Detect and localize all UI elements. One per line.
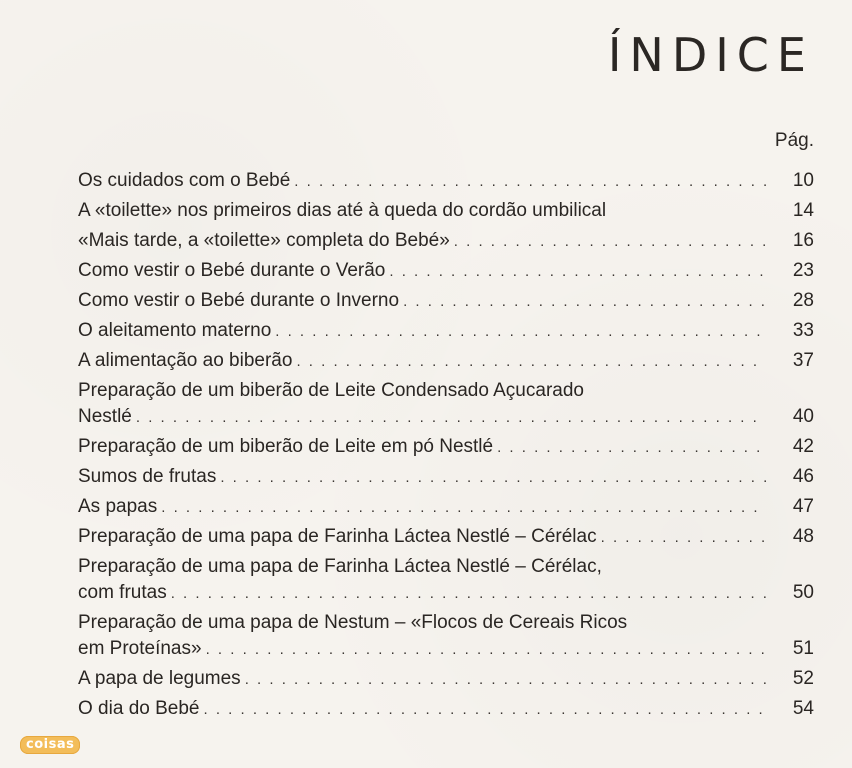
watermark-logo: coisas (20, 736, 80, 754)
toc-entry-title: com frutas (78, 582, 167, 603)
toc-entry-title: Como vestir o Bebé durante o Verão (78, 260, 386, 281)
leader-dots (220, 465, 766, 491)
toc-page-number: 16 (792, 230, 814, 251)
page-column-label: Pág. (774, 130, 814, 151)
toc-entry-last-line (78, 288, 814, 315)
toc-page-number: 33 (792, 320, 814, 341)
leader-dots (294, 169, 766, 195)
toc-entry-last-line (78, 434, 814, 461)
toc-entry-title: Preparação de uma papa de Farinha Láctea Nestlé – Cérélac, (78, 556, 602, 577)
toc-entry (78, 348, 814, 375)
toc-entry-title: O dia do Bebé (78, 698, 200, 719)
toc-page-number: 54 (792, 698, 814, 719)
toc-page-number: 47 (792, 496, 814, 517)
toc-entry-last-line (78, 580, 814, 607)
toc-entry-title: Preparação de uma papa de Nestum – «Flocos de Cereais Ricos (78, 612, 628, 633)
toc-page-number: 23 (792, 260, 814, 281)
toc-page-number: 42 (792, 436, 814, 457)
toc-entry (78, 318, 814, 345)
toc-page-number: 48 (792, 526, 814, 547)
toc-entry-title: «Mais tarde, a «toilette» completa do Bebé» (78, 230, 450, 251)
toc-entry-last-line (78, 666, 814, 693)
toc-entry-last-line (78, 404, 814, 431)
toc-entry-title: Nestlé (78, 406, 132, 427)
toc-entry (78, 434, 814, 461)
toc-entry-title: As papas (78, 496, 158, 517)
toc-entry-title: Sumos de frutas (78, 466, 217, 487)
toc-entry-title: em Proteínas» (78, 638, 202, 659)
toc-page-number: 37 (792, 350, 814, 371)
toc-page-number: 46 (792, 466, 814, 487)
leader-dots (497, 435, 766, 461)
toc-entry-last-line (78, 168, 814, 195)
toc-entry-last-line (78, 636, 814, 663)
toc-page-number: 28 (792, 290, 814, 311)
leader-dots (203, 697, 766, 723)
page-title: ÍNDICE (607, 28, 814, 82)
leader-dots (275, 319, 766, 345)
leader-dots (454, 229, 766, 255)
toc-entry (78, 524, 814, 551)
toc-page-number: 40 (792, 406, 814, 427)
leader-dots (403, 289, 766, 315)
toc-page-number: 14 (792, 200, 814, 221)
toc-page-number: 50 (792, 582, 814, 603)
leader-dots (206, 637, 766, 663)
toc-entry-title: Preparação de um biberão de Leite Condensado Açucarado (78, 380, 584, 401)
toc-entry-last-line (78, 258, 814, 285)
toc-entry-last-line (78, 348, 814, 375)
toc-entry-last-line (78, 198, 814, 225)
toc-entry (78, 696, 814, 723)
leader-dots (171, 581, 766, 607)
toc-entry (78, 198, 814, 225)
toc-entry-title: A papa de legumes (78, 668, 241, 689)
toc-entry-last-line (78, 494, 814, 521)
toc-page-number: 10 (792, 170, 814, 191)
toc-entry-line (78, 610, 814, 636)
toc-entry (78, 288, 814, 315)
leader-dots (245, 667, 766, 693)
toc-entry-last-line (78, 696, 814, 723)
leader-dots (161, 495, 766, 521)
toc-entry (78, 554, 814, 607)
leader-dots (136, 405, 766, 431)
toc-entry (78, 464, 814, 491)
toc-entry-title: Os cuidados com o Bebé (78, 170, 291, 191)
leader-dots (296, 349, 766, 375)
toc-entry-title: A alimentação ao biberão (78, 350, 293, 371)
toc-entry (78, 378, 814, 431)
toc-entry (78, 168, 814, 195)
toc-entry-title: Preparação de uma papa de Farinha Láctea Nestlé – Cérélac (78, 526, 597, 547)
toc-entry-last-line (78, 228, 814, 255)
toc-entry (78, 666, 814, 693)
toc-entry (78, 610, 814, 663)
toc-entry-title: A «toilette» nos primeiros dias até à queda do cordão umbilical (78, 200, 607, 221)
toc-entry-last-line (78, 524, 814, 551)
toc-entry (78, 494, 814, 521)
toc-entry-line (78, 554, 814, 580)
toc-page-number: 52 (792, 668, 814, 689)
leader-dots (389, 259, 766, 285)
table-of-contents (78, 168, 814, 726)
leader-dots (601, 525, 766, 551)
toc-page-number: 51 (792, 638, 814, 659)
toc-entry-title: Preparação de um biberão de Leite em pó Nestlé (78, 436, 494, 457)
toc-entry-last-line (78, 464, 814, 491)
toc-entry-title: Como vestir o Bebé durante o Inverno (78, 290, 400, 311)
toc-entry (78, 228, 814, 255)
toc-entry (78, 258, 814, 285)
toc-entry-title: O aleitamento materno (78, 320, 272, 341)
toc-entry-line (78, 378, 814, 404)
toc-entry-last-line (78, 318, 814, 345)
